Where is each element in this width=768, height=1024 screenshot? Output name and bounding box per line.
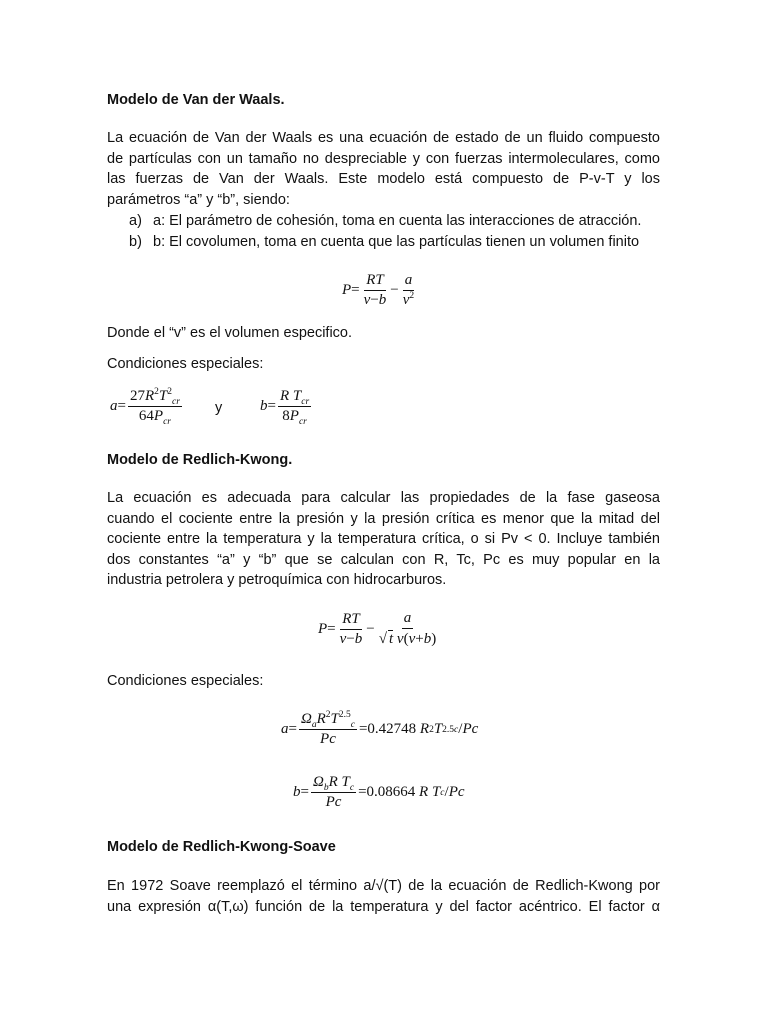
list-text: b: El covolumen, toma en cuenta que las partículas tienen un volumen finito — [153, 233, 640, 250]
separator-y: y — [215, 400, 223, 416]
conditions-label: Condiciones especiales: — [107, 356, 264, 372]
equation-rk-b: b = $\frac{\Omega_bR T_c}{Pc}$ = 0.08664 R T c / Pc — [293, 774, 465, 810]
list-item — [129, 232, 660, 253]
list-item — [129, 211, 660, 232]
equation-vdw-b: b = $\frac{R T_{cr}}{8P_{cr}}$ — [260, 388, 310, 427]
equation-van-der-waals: P = $\frac{RT}{v-b}$ − $\frac{a}{v^2}$ — [342, 272, 415, 308]
paragraph-line: de partículas con un tamaño no despreciable y con fuerzas intermoleculares, como — [107, 150, 660, 167]
paragraph-redlich-kwong — [107, 488, 660, 591]
volume-note: Donde el “v” es el volumen especifico. — [107, 325, 353, 341]
paragraph-line: parámetros “a” y “b”, siendo: — [107, 191, 290, 208]
paragraph-van-der-waals — [107, 128, 660, 210]
parameter-list — [129, 211, 660, 252]
heading-redlich-kwong: Modelo de Redlich-Kwong. — [107, 452, 293, 468]
constant-b: 0.08664 — [366, 784, 416, 800]
equation-redlich-kwong: P = $\frac{RT}{v-b}$ − $\frac{a}{\text{√ t v(v+b)}}$ — [318, 610, 437, 647]
equation-rk-a: a = $\frac{\Omega_aR^2T^{2.5}_c}{Pc}$ = 0.42748 R 2 T 2.5 c / Pc — [281, 710, 479, 747]
paragraph-redlich-kwong-soave — [107, 876, 660, 917]
heading-redlich-kwong-soave: Modelo de Redlich-Kwong-Soave — [107, 839, 336, 855]
constant-a: 0.42748 — [367, 721, 417, 737]
conditions-label-rk: Condiciones especiales: — [107, 673, 264, 689]
paragraph-line: dos constantes “a” y “b” que se calculan con R, Tc, Pc es muy popular en la — [107, 551, 660, 568]
list-marker: a) — [129, 213, 142, 229]
heading-van-der-waals: Modelo de Van der Waals. — [107, 92, 285, 108]
paragraph-line: La ecuación es adecuada para calcular las propiedades de la fase gaseosa — [107, 490, 660, 506]
list-text: a: El parámetro de cohesión, toma en cuenta las interacciones de atracción. — [153, 213, 642, 229]
paragraph-line: La ecuación de Van der Waals es una ecuación de estado de un fluido compuesto — [107, 130, 660, 146]
paragraph-line: las fuerzas de Van der Waals. Este modelo está compuesto de P-v-T y los — [107, 171, 660, 188]
paragraph-line: cuando el cociente entre la presión y la presión crítica es menor que la mitad del — [107, 510, 660, 527]
paragraph-line: una expresión α(T,ω) función de la temperatura y del factor acéntrico. El factor α — [107, 898, 660, 915]
paragraph-line: industria petrolera y petroquímica con hidrocarburos. — [107, 572, 447, 589]
equation-vdw-a: a = $\frac{27R^2T^2_{cr}}{64P_{cr}}$ — [110, 387, 180, 427]
list-marker: b) — [129, 233, 142, 250]
paragraph-line: cociente entre la temperatura y la temperatura crítica, o si Pv < 0. Incluye también — [107, 531, 660, 548]
paragraph-line: En 1972 Soave reemplazó el término a/√(T) de la ecuación de Redlich-Kwong por — [107, 878, 660, 894]
